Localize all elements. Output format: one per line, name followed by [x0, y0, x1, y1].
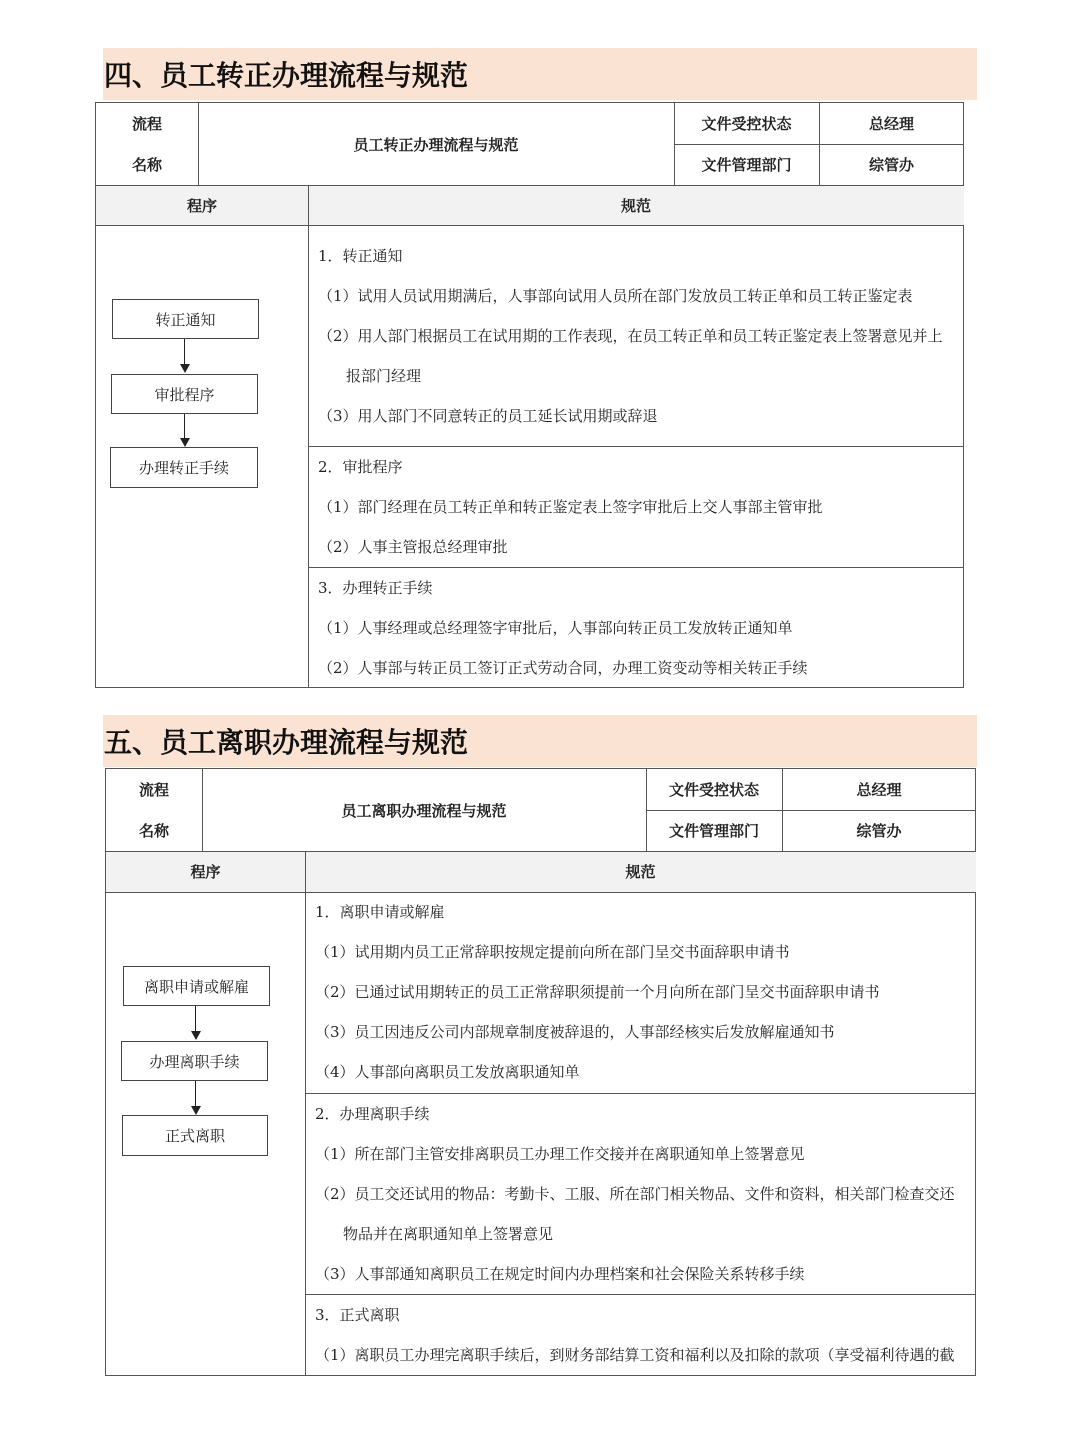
table-rule — [646, 810, 976, 811]
spec-block-title: 1．离职申请或解雇 — [315, 903, 445, 921]
spec-block — [305, 1094, 976, 1294]
flow-arrow — [184, 339, 185, 364]
managing-dept-label: 文件管理部门 — [701, 156, 792, 174]
spec-line: （2）人事主管报总经理审批 — [318, 538, 508, 556]
flow-arrow — [184, 414, 185, 438]
flow-arrow-head — [180, 364, 190, 373]
process-name-label-2: 名称 — [138, 822, 169, 840]
managing-dept-value: 综管办 — [856, 822, 902, 840]
table-rule — [646, 769, 647, 851]
spec-line: （3）用人部门不同意转正的员工延长试用期或辞退 — [318, 407, 658, 425]
flow-arrow — [195, 1006, 196, 1031]
process-name-label-1: 流程 — [131, 115, 162, 133]
table-rule — [106, 851, 976, 852]
spec-block-title: 3．办理转正手续 — [318, 579, 433, 597]
spec-block-title: 2．审批程序 — [318, 458, 403, 476]
table-rule — [674, 103, 675, 185]
process-table — [105, 768, 976, 1376]
spec-line: （2）已通过试用期转正的员工正常辞职须提前一个月向所在部门呈交书面辞职申请书 — [315, 983, 880, 1001]
managing-dept-label: 文件管理部门 — [668, 822, 759, 840]
table-rule — [202, 769, 203, 851]
managing-dept-value: 综管办 — [868, 156, 914, 174]
spec-block — [305, 892, 976, 1092]
flow-arrow-head — [191, 1106, 201, 1115]
control-status-value: 总经理 — [868, 115, 914, 133]
control-status-value: 总经理 — [856, 781, 902, 799]
table-rule — [198, 103, 199, 185]
flow-arrow-head — [180, 438, 190, 447]
spec-line: 物品并在离职通知单上签署意见 — [343, 1225, 554, 1243]
spec-line: （1）离职员工办理完离职手续后，到财务部结算工资和福利以及扣除的款项（享受福利待遇的截 — [315, 1346, 955, 1364]
spec-line: （2）用人部门根据员工在试用期的工作表现，在员工转正单和员工转正鉴定表上签署意见并上 — [318, 327, 943, 345]
control-status-label: 文件受控状态 — [668, 781, 759, 799]
spec-line: （1）所在部门主管安排离职员工办理工作交接并在离职通知单上签署意见 — [315, 1145, 805, 1163]
spec-line: （2）人事部与转正员工签订正式劳动合同，办理工资变动等相关转正手续 — [318, 659, 808, 677]
flow-step: 办理离职手续 — [121, 1041, 268, 1081]
spec-line: （4）人事部向离职员工发放离职通知单 — [315, 1063, 580, 1081]
flow-step: 转正通知 — [112, 299, 259, 339]
flow-step: 离职申请或解雇 — [123, 966, 270, 1006]
flow-step: 审批程序 — [111, 374, 258, 414]
process-title: 员工转正办理流程与规范 — [353, 135, 519, 154]
process-title: 员工离职办理流程与规范 — [341, 801, 507, 820]
table-rule — [819, 103, 820, 185]
spec-block-title: 1．转正通知 — [318, 247, 403, 265]
flow-arrow-head — [191, 1031, 201, 1040]
flow-step: 正式离职 — [122, 1115, 268, 1156]
column-header-procedure: 程序 — [96, 185, 308, 225]
spec-block-title: 3．正式离职 — [315, 1306, 400, 1324]
process-name-label-1: 流程 — [138, 781, 169, 799]
spec-line: （1）试用人员试用期满后，人事部向试用人员所在部门发放员工转正单和员工转正鉴定表 — [318, 287, 913, 305]
spec-line: （3）员工因违反公司内部规章制度被辞退的，人事部经核实后发放解雇通知书 — [315, 1023, 835, 1041]
spec-block — [305, 1295, 976, 1375]
spec-block — [308, 568, 964, 688]
section-heading: 五、员工离职办理流程与规范 — [104, 726, 469, 759]
spec-line: 报部门经理 — [346, 367, 422, 385]
process-table — [95, 102, 964, 688]
column-header-spec: 规范 — [308, 185, 964, 225]
flow-step: 办理转正手续 — [110, 447, 258, 488]
spec-line: （2）员工交还试用的物品：考勤卡、工服、所在部门相关物品、文件和资料，相关部门检查交还 — [315, 1185, 955, 1203]
spec-line: （1）部门经理在员工转正单和转正鉴定表上签字审批后上交人事部主管审批 — [318, 498, 823, 516]
column-header-procedure: 程序 — [106, 851, 305, 892]
spec-line: （1）试用期内员工正常辞职按规定提前向所在部门呈交书面辞职申请书 — [315, 943, 790, 961]
table-rule — [96, 225, 964, 226]
control-status-label: 文件受控状态 — [701, 115, 792, 133]
flow-arrow — [195, 1081, 196, 1106]
table-rule — [782, 769, 783, 851]
spec-block-title: 2．办理离职手续 — [315, 1105, 430, 1123]
column-header-spec: 规范 — [305, 851, 976, 892]
section-heading: 四、员工转正办理流程与规范 — [104, 59, 469, 92]
spec-block — [308, 447, 964, 567]
spec-line: （1）人事经理或总经理签字审批后，人事部向转正员工发放转正通知单 — [318, 619, 793, 637]
process-name-label-2: 名称 — [131, 156, 162, 174]
table-rule — [96, 185, 964, 186]
spec-line: （3）人事部通知离职员工在规定时间内办理档案和社会保险关系转移手续 — [315, 1265, 805, 1283]
spec-block — [308, 236, 964, 436]
